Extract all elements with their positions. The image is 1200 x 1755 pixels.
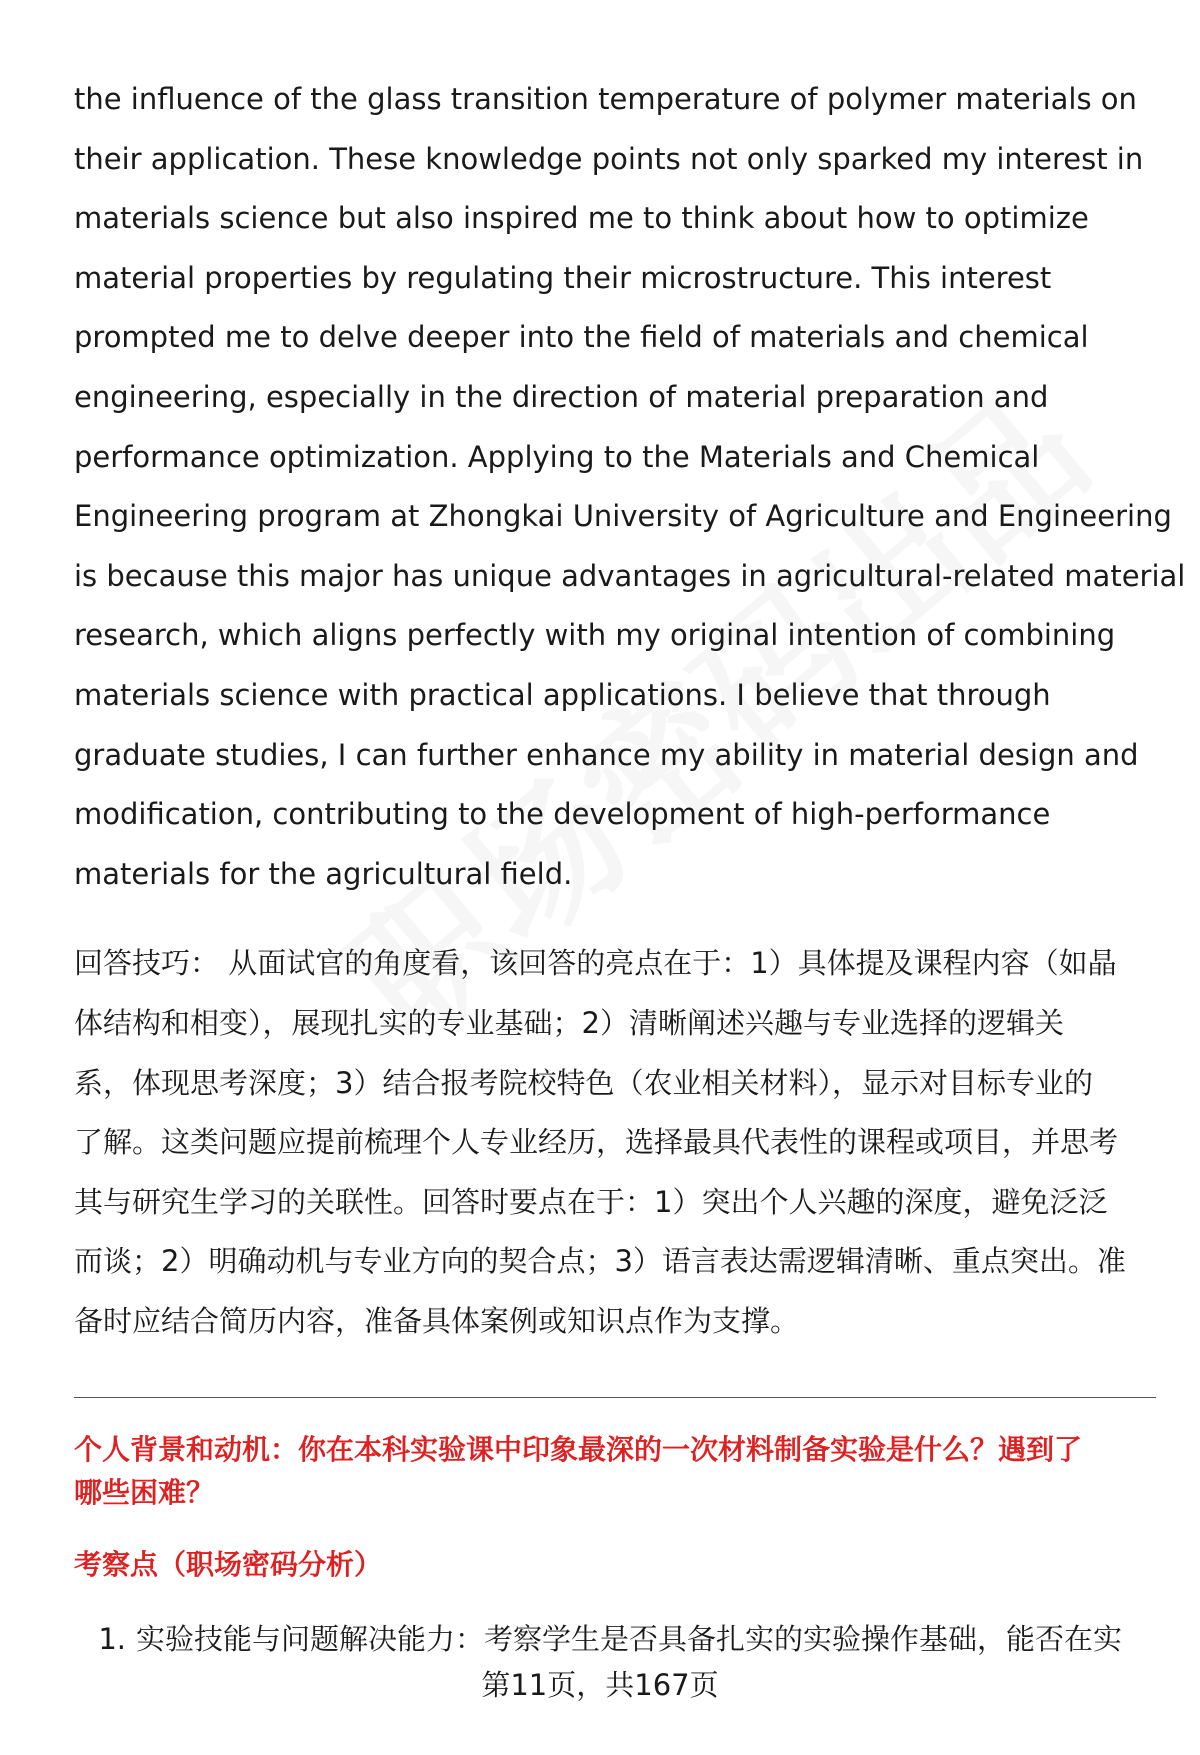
section-divider: [74, 1397, 1156, 1398]
text-line: graduate studies, I can further enhance my ability in material design and: [74, 737, 1139, 772]
text-line: materials science but also inspired me to think about how to optimize: [74, 201, 1089, 236]
text-line: is because this major has unique advantages in agricultural-related material: [74, 558, 1186, 593]
section-title: 考察点（职场密码分析）: [74, 1548, 383, 1582]
question-heading: [74, 1428, 1154, 1514]
text-line: 回答技巧： 从面试官的角度看，该回答的亮点在于：1）具体提及课程内容（如晶: [74, 946, 1117, 981]
text-line: 备时应结合简历内容，准备具体案例或知识点作为支撑。: [74, 1303, 800, 1338]
assessment-list: [74, 1619, 1154, 1659]
answer-paragraph: [74, 70, 1186, 904]
text-line: 体结构和相变），展现扎实的专业基础；2）清晰阐述兴趣与专业选择的逻辑关: [74, 1005, 1064, 1040]
text-line: material properties by regulating their microstructure. This interest: [74, 260, 1052, 295]
text-line: the influence of the glass transition temperature of polymer materials on: [74, 82, 1137, 116]
text-line: materials for the agricultural field.: [74, 856, 573, 891]
text-line: research, which aligns perfectly with my original intention of combining: [74, 618, 1116, 653]
list-item-text: 实验技能与问题解决能力：考察学生是否具备扎实的实验操作基础，能否在实: [136, 1622, 1123, 1657]
list-item: [74, 1619, 1154, 1659]
text-line: 其与研究生学习的关联性。回答时要点在于：1）突出个人兴趣的深度，避免泛泛: [74, 1184, 1108, 1219]
text-line: 哪些困难？: [74, 1476, 215, 1510]
text-line: performance optimization. Applying to the Materials and Chemical: [74, 439, 1040, 474]
text-line: engineering, especially in the direction of material preparation and: [74, 379, 1049, 414]
text-line: materials science with practical applications. I believe that through: [74, 677, 1051, 712]
text-line: 而谈；2）明确动机与专业方向的契合点；3）语言表达需逻辑清晰、重点突出。准: [74, 1244, 1126, 1279]
text-line: 了解。这类问题应提前梳理个人专业经历，选择最具代表性的课程或项目，并思考: [74, 1125, 1119, 1160]
page-footer: 第11页，共167页: [481, 1668, 719, 1702]
answer-tips-paragraph: [74, 934, 1154, 1351]
text-line: modification, contributing to the development of high-performance: [74, 797, 1051, 832]
text-line: their application. These knowledge points not only sparked my interest in: [74, 141, 1144, 176]
list-item-number: 1.: [98, 1622, 126, 1657]
text-line: 系，体现思考深度；3）结合报考院校特色（农业相关材料），显示对目标专业的: [74, 1065, 1093, 1100]
text-line: 个人背景和动机：你在本科实验课中印象最深的一次材料制备实验是什么？遇到了: [74, 1433, 1083, 1467]
text-line: prompted me to delve deeper into the field of materials and chemical: [74, 320, 1089, 355]
page-content: [74, 70, 1186, 1659]
text-line: Engineering program at Zhongkai University of Agriculture and Engineering: [74, 499, 1172, 534]
